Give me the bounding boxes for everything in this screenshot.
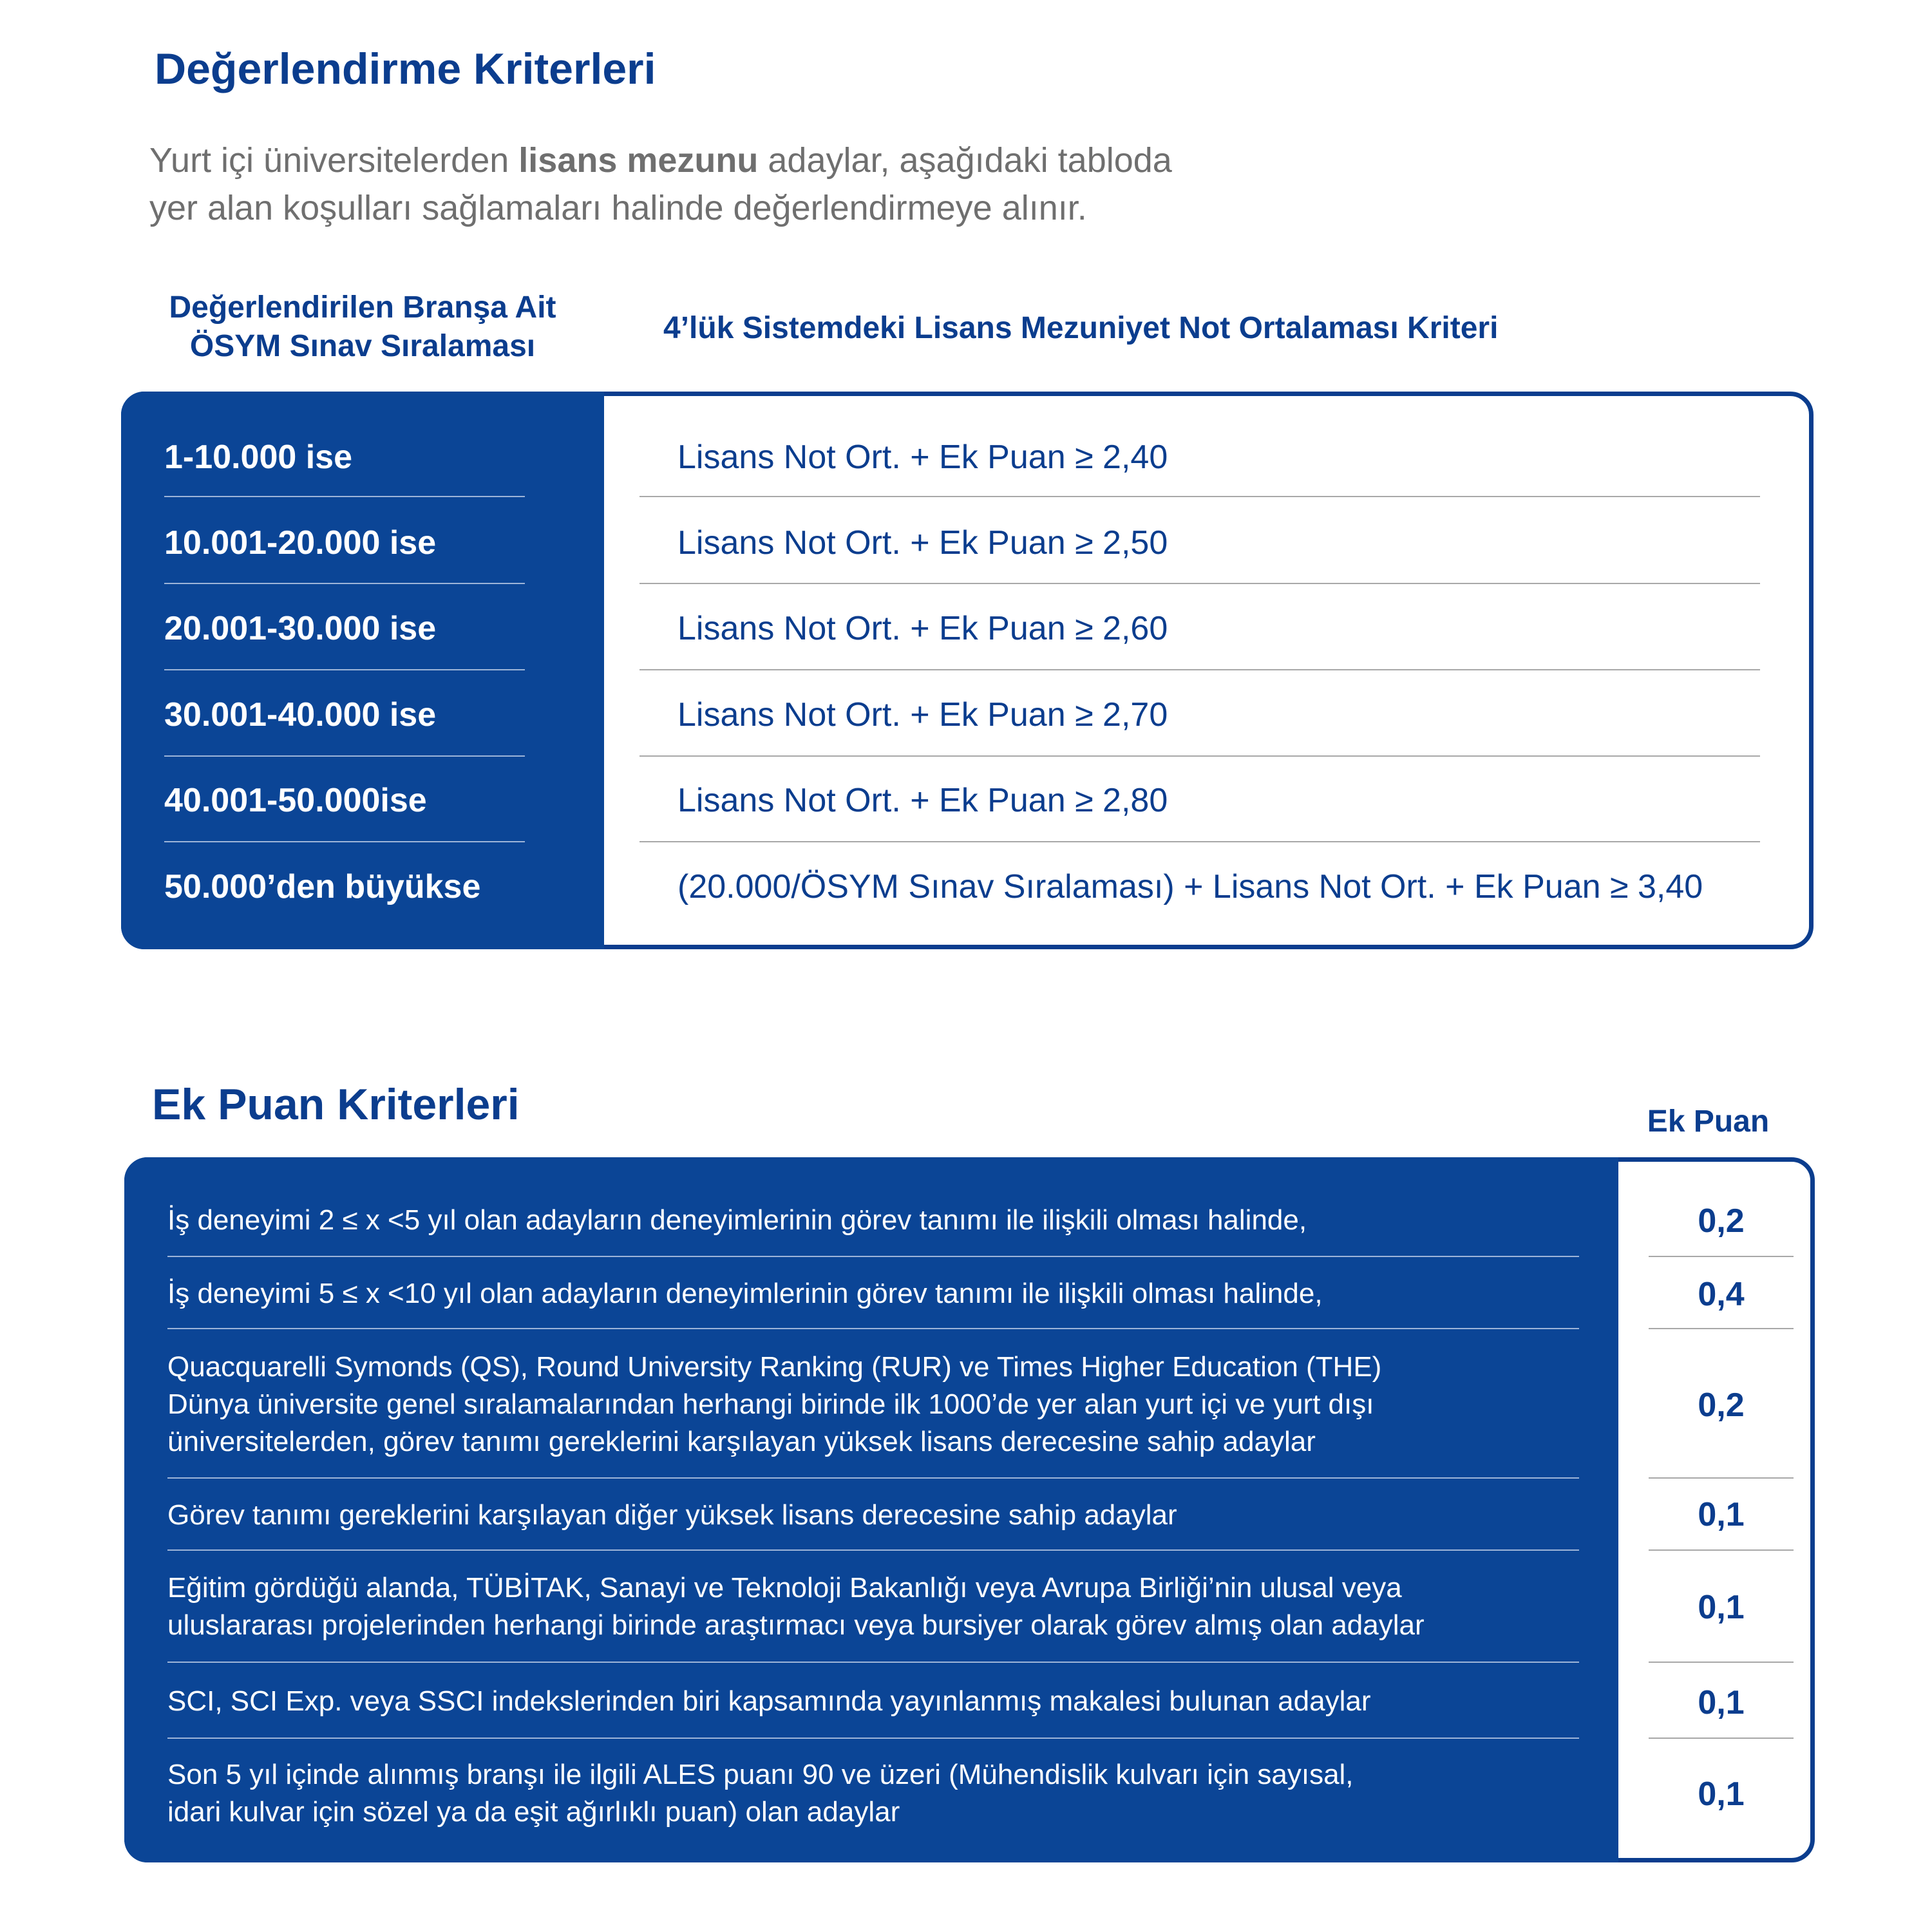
row-divider <box>639 583 1760 584</box>
intro-text: Yurt içi üniversitelerden <box>149 141 519 180</box>
bonus-points: 0,1 <box>1698 1589 1745 1626</box>
col-header-rank <box>121 289 604 366</box>
bonus-points: 0,4 <box>1698 1276 1745 1313</box>
text-line: Son 5 yıl içinde alınmış branşı ile ilgili ALES puanı 90 ve üzeri (Mühendislik kulvarı için sayısal, <box>167 1759 1354 1790</box>
bonus-criterion-text: Görev tanımı gereklerini karşılayan diğer yüksek lisans derecesine sahip adaylar <box>167 1499 1177 1531</box>
intro-text: adaylar, aşağıdaki tabloda <box>758 141 1172 180</box>
criterion-cell: Lisans Not Ort. + Ek Puan ≥ 2,80 <box>677 782 1168 819</box>
text-line: Eğitim gördüğü alanda, TÜBİTAK, Sanayi ve Teknoloji Bakanlığı veya Avrupa Birliği’nin ulusal veya <box>167 1572 1402 1604</box>
criterion-cell: Lisans Not Ort. + Ek Puan ≥ 2,50 <box>677 524 1168 562</box>
row-divider <box>167 1328 1579 1329</box>
criterion-cell: Lisans Not Ort. + Ek Puan ≥ 2,60 <box>677 610 1168 647</box>
intro-paragraph <box>149 137 1172 232</box>
intro-line-1 <box>149 137 1172 184</box>
row-divider <box>167 1738 1579 1739</box>
criterion-cell: (20.000/ÖSYM Sınav Sıralaması) + Lisans Not Ort. + Ek Puan ≥ 3,40 <box>677 868 1703 905</box>
bonus-criterion-text: SCI, SCI Exp. veya SSCI indekslerinden biri kapsamında yayınlanmış makalesi bulunan adaylar <box>167 1685 1371 1717</box>
bonus-criterion-text: İş deneyimi 2 ≤ x <5 yıl olan adayların deneyimlerinin görev tanımı ile ilişkili olması halinde, <box>167 1204 1307 1236</box>
col-header-rank-line: ÖSYM Sınav Sıralaması <box>189 329 536 363</box>
rank-cell: 40.001-50.000ise <box>164 782 427 819</box>
row-divider <box>1649 1662 1794 1663</box>
rank-cell: 1-10.000 ise <box>164 439 353 476</box>
row-divider <box>639 841 1760 842</box>
intro-bold-text: lisans mezunu <box>518 141 759 180</box>
row-divider <box>167 1477 1579 1479</box>
row-divider <box>164 583 525 584</box>
text-line: Dünya üniversite genel sıralamalarından herhangi birinde ilk 1000’de yer alan yurt içi ve yurt dışı <box>167 1388 1374 1420</box>
col-header-rank-line: Değerlendirilen Branşa Ait <box>169 290 556 325</box>
bonus-points: 0,1 <box>1698 1684 1745 1721</box>
bonus-criterion-text <box>167 1756 1584 1831</box>
rank-cell: 10.001-20.000 ise <box>164 524 437 562</box>
rank-cell: 30.001-40.000 ise <box>164 696 437 734</box>
row-divider <box>167 1549 1579 1551</box>
bonus-criterion-text <box>167 1569 1584 1644</box>
row-divider <box>164 669 525 670</box>
row-divider <box>1649 1738 1794 1739</box>
bonus-points: 0,2 <box>1698 1202 1745 1240</box>
text-line: idari kulvar için sözel ya da eşit ağırlıklı puan) olan adaylar <box>167 1796 900 1828</box>
criterion-cell: Lisans Not Ort. + Ek Puan ≥ 2,70 <box>677 696 1168 734</box>
col-header-criterion: 4’lük Sistemdeki Lisans Mezuniyet Not Ortalaması Kriteri <box>663 311 1499 345</box>
text-line: uluslararası projelerinden herhangi birinde araştırmacı veya bursiyer olarak görev almış olan adaylar <box>167 1609 1425 1641</box>
row-divider <box>167 1256 1579 1257</box>
col-header-points: Ek Puan <box>1647 1104 1770 1139</box>
criterion-cell: Lisans Not Ort. + Ek Puan ≥ 2,40 <box>677 439 1168 476</box>
section-title-bonus: Ek Puan Kriterleri <box>152 1080 520 1129</box>
row-divider <box>639 496 1760 497</box>
section-title-evaluation: Değerlendirme Kriterleri <box>155 44 656 93</box>
bonus-criterion-text <box>167 1349 1584 1461</box>
row-divider <box>167 1662 1579 1663</box>
row-divider <box>164 755 525 757</box>
row-divider <box>164 841 525 842</box>
rank-cell: 50.000’den büyükse <box>164 868 481 905</box>
row-divider <box>1649 1549 1794 1551</box>
row-divider <box>164 496 525 497</box>
bonus-points: 0,1 <box>1698 1496 1745 1533</box>
rank-cell: 20.001-30.000 ise <box>164 610 437 647</box>
text-line: Quacquarelli Symonds (QS), Round University Ranking (RUR) ve Times Higher Education (THE) <box>167 1351 1382 1383</box>
bonus-criterion-text: İş deneyimi 5 ≤ x <10 yıl olan adayların deneyimlerinin görev tanımı ile ilişkili olması halinde, <box>167 1278 1323 1309</box>
row-divider <box>1649 1328 1794 1329</box>
bonus-points: 0,1 <box>1698 1776 1745 1813</box>
row-divider <box>1649 1256 1794 1257</box>
row-divider <box>639 755 1760 757</box>
text-line: üniversitelerden, görev tanımı gereklerini karşılayan yüksek lisans derecesine sahip adaylar <box>167 1426 1316 1457</box>
row-divider <box>639 669 1760 670</box>
intro-line-2: yer alan koşulları sağlamaları halinde değerlendirmeye alınır. <box>149 189 1087 227</box>
row-divider <box>1649 1477 1794 1479</box>
bonus-points: 0,2 <box>1698 1387 1745 1424</box>
